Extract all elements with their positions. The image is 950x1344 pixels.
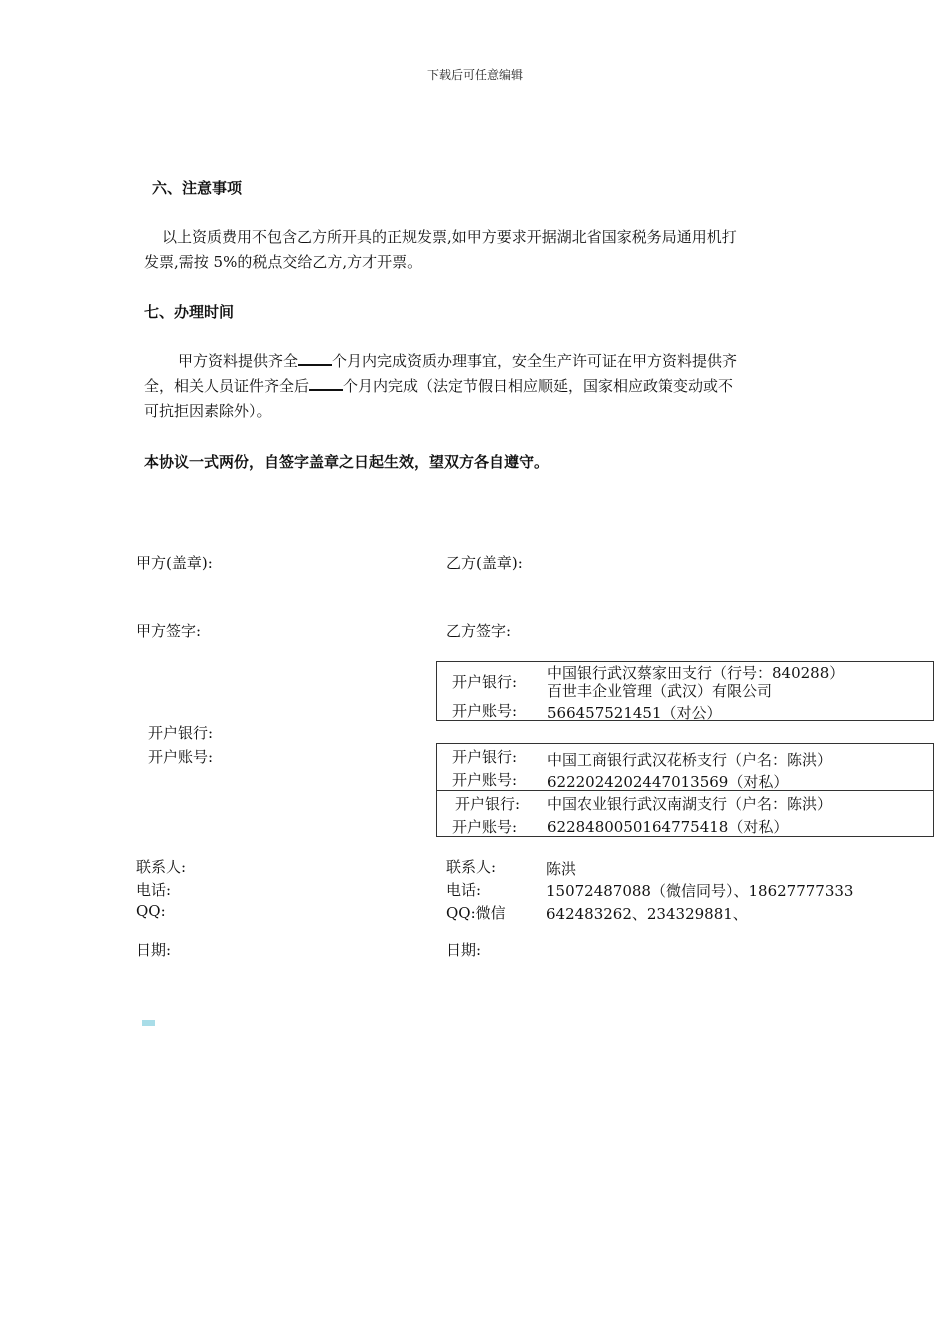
- party-a-contact: 联系人:: [136, 858, 187, 876]
- section-6-line-1: 以上资质费用不包含乙方所开具的正规发票,如甲方要求开据湖北省国家税务局通用机打: [162, 228, 737, 246]
- bank-box-1-company: 百世丰企业管理（武汉）有限公司: [547, 682, 773, 700]
- bank-box-2-account-value: 6222024202447013569（对私）: [547, 773, 789, 791]
- section-6-line-2: 发票,需按 5%的税点交给乙方,方才开票。: [144, 253, 423, 271]
- bank-box-3-account-value: 6228480050164775418（对私）: [547, 818, 789, 836]
- party-b-phone-value: 15072487088（微信同号）、18627777333: [546, 882, 854, 900]
- party-b-phone-label: 电话:: [446, 881, 482, 899]
- bank-box-1-bank-label: 开户银行:: [452, 673, 518, 691]
- party-b-contact-value: 陈洪: [546, 860, 577, 878]
- party-b-date: 日期:: [446, 941, 482, 959]
- party-a-qq: QQ:: [136, 902, 166, 920]
- party-b-qq-value: 642483262、234329881、: [546, 905, 748, 923]
- section-7-line-3: 可抗拒因素除外）。: [144, 402, 272, 420]
- section-7-line-2: 全，相关人员证件齐全后 个月内完成（法定节假日相应顺延，国家相应政策变动或不: [144, 377, 734, 395]
- page-header: 下载后可任意编辑: [426, 68, 523, 82]
- bank-box-2-bank-label: 开户银行:: [452, 748, 518, 766]
- party-b-seal: 乙方(盖章):: [446, 554, 523, 572]
- bank-box-1: [436, 661, 934, 721]
- section-7-title: 七、办理时间: [144, 303, 235, 321]
- section-7-line-1: 甲方资料提供齐全 个月内完成资质办理事宜，安全生产许可证在甲方资料提供齐: [178, 352, 738, 370]
- party-b-qq-label: QQ:微信: [446, 904, 506, 922]
- bank-box-1-account-value: 566457521451（对公）: [547, 704, 722, 722]
- party-a-date: 日期:: [136, 941, 172, 959]
- bank-box-3-bank-label: 开户银行:: [455, 795, 521, 813]
- bank-box-2-3: [436, 743, 934, 837]
- highlight-mark: [142, 1020, 155, 1026]
- party-a-sign: 甲方签字:: [136, 622, 202, 640]
- bank-box-1-account-label: 开户账号:: [452, 702, 518, 720]
- party-a-seal: 甲方(盖章):: [136, 554, 213, 572]
- bank-box-2-account-label: 开户账号:: [452, 771, 518, 789]
- blank-months-1[interactable]: [298, 350, 332, 366]
- party-a-account: 开户账号:: [148, 748, 214, 766]
- section-6-title: 六、注意事项: [152, 179, 243, 197]
- blank-months-2[interactable]: [309, 375, 343, 391]
- party-b-contact-label: 联系人:: [446, 858, 497, 876]
- bank-box-2-bank-value: 中国工商银行武汉花桥支行（户名：陈洪）: [547, 751, 833, 769]
- party-b-sign: 乙方签字:: [446, 622, 512, 640]
- party-a-phone: 电话:: [136, 881, 172, 899]
- bank-box-3-account-label: 开户账号:: [452, 818, 518, 836]
- bank-box-1-bank-value: 中国银行武汉蔡家田支行（行号：840288）: [547, 664, 845, 682]
- bank-box-3-bank-value: 中国农业银行武汉南湖支行（户名：陈洪）: [547, 795, 833, 813]
- party-a-bank: 开户银行:: [148, 724, 214, 742]
- agreement-statement: 本协议一式两份，自签字盖章之日起生效，望双方各自遵守。: [144, 453, 550, 471]
